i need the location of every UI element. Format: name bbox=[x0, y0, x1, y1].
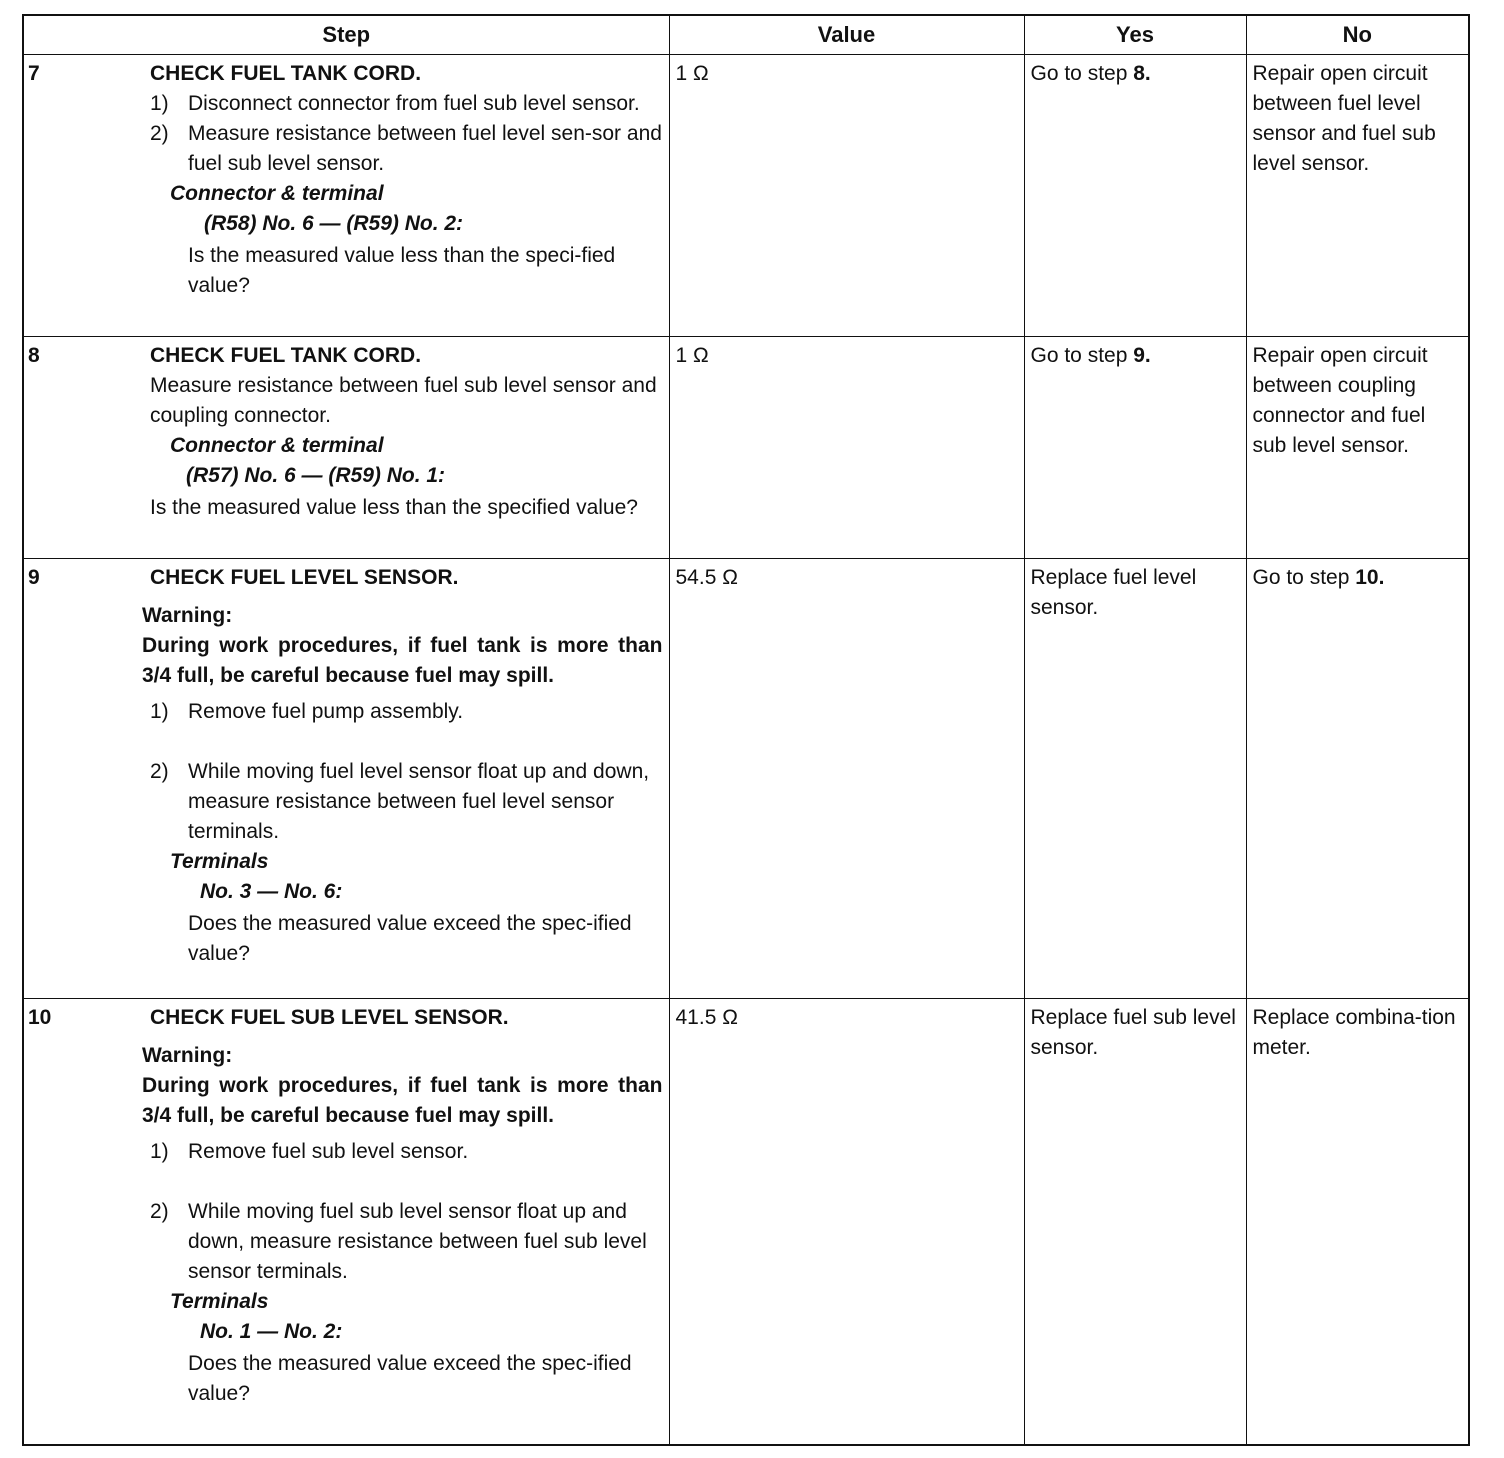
yes-step-ref: 9. bbox=[1133, 344, 1151, 367]
table-header-row bbox=[23, 15, 1469, 55]
step-cell bbox=[23, 55, 669, 337]
sub-step bbox=[150, 1197, 663, 1287]
warning-text: During work procedures, if fuel tank is more than 3/4 full, be careful because fuel may spill. bbox=[142, 1074, 663, 1127]
warning-label: Warning: bbox=[142, 1044, 233, 1067]
warning-text: During work procedures, if fuel tank is more than 3/4 full, be careful because fuel may spill. bbox=[142, 634, 663, 687]
question-text: Is the measured value less than the speci-fied value? bbox=[188, 244, 616, 297]
instruction-text: Measure resistance between fuel sub level sensor and coupling connector. bbox=[150, 374, 657, 427]
question-text: Is the measured value less than the specified value? bbox=[150, 496, 638, 519]
terminals-value: No. 1 — No. 2: bbox=[200, 1320, 343, 1343]
table-row bbox=[23, 559, 1469, 999]
yes-cell: Replace fuel sub level sensor. bbox=[1024, 999, 1246, 1445]
sub-step-marker: 1) bbox=[150, 700, 169, 723]
terminals-heading: Terminals bbox=[170, 850, 269, 873]
value-cell: 54.5 Ω bbox=[669, 559, 1024, 999]
sub-step bbox=[150, 119, 663, 179]
sub-step-marker: 1) bbox=[150, 92, 169, 115]
sub-step bbox=[150, 89, 663, 119]
sub-step-text: Disconnect connector from fuel sub level sensor. bbox=[188, 92, 640, 115]
terminals-value: No. 3 — No. 6: bbox=[200, 880, 343, 903]
no-prefix: Go to step bbox=[1252, 566, 1356, 589]
sub-step bbox=[150, 1137, 663, 1167]
value-cell: 41.5 Ω bbox=[669, 999, 1024, 1445]
step-cell bbox=[23, 559, 669, 999]
sub-step bbox=[150, 697, 663, 727]
diagnostic-table bbox=[22, 14, 1470, 1446]
connector-terminal: (R58) No. 6 — (R59) No. 2: bbox=[204, 212, 464, 235]
question-text: Does the measured value exceed the spec-ified value? bbox=[188, 1352, 632, 1405]
yes-prefix: Go to step bbox=[1030, 62, 1134, 85]
sub-step-text: While moving fuel sub level sensor float up and down, measure resistance between fuel sub level sensor terminals. bbox=[188, 1200, 647, 1283]
terminals-heading: Terminals bbox=[170, 1290, 269, 1313]
diagnostic-document bbox=[22, 14, 1468, 1444]
step-cell bbox=[23, 999, 669, 1445]
no-cell bbox=[1246, 559, 1469, 999]
connector-heading: Connector & terminal bbox=[170, 182, 384, 205]
value-cell: 1 Ω bbox=[669, 337, 1024, 559]
no-cell: Repair open circuit between coupling connector and fuel sub level sensor. bbox=[1246, 337, 1469, 559]
sub-step bbox=[150, 757, 663, 847]
warning-label: Warning: bbox=[142, 604, 233, 627]
sub-step-text: Measure resistance between fuel level sen-sor and fuel sub level sensor. bbox=[188, 122, 662, 175]
step-number: 9 bbox=[28, 566, 40, 589]
header-yes: Yes bbox=[1024, 15, 1246, 55]
sub-step-text: Remove fuel sub level sensor. bbox=[188, 1140, 469, 1163]
sub-step-marker: 2) bbox=[150, 122, 169, 145]
no-cell: Repair open circuit between fuel level sensor and fuel sub level sensor. bbox=[1246, 55, 1469, 337]
value-cell: 1 Ω bbox=[669, 55, 1024, 337]
yes-cell: Replace fuel level sensor. bbox=[1024, 559, 1246, 999]
header-no: No bbox=[1246, 15, 1469, 55]
yes-cell bbox=[1024, 337, 1246, 559]
sub-step-marker: 1) bbox=[150, 1140, 169, 1163]
no-cell: Replace combina-tion meter. bbox=[1246, 999, 1469, 1445]
table-row bbox=[23, 999, 1469, 1445]
step-title: CHECK FUEL SUB LEVEL SENSOR. bbox=[150, 1006, 509, 1029]
table-row bbox=[23, 55, 1469, 337]
sub-step-marker: 2) bbox=[150, 760, 169, 783]
question-text: Does the measured value exceed the spec-ified value? bbox=[188, 912, 632, 965]
sub-step-marker: 2) bbox=[150, 1200, 169, 1223]
table-row bbox=[23, 337, 1469, 559]
no-step-ref: 10. bbox=[1355, 566, 1385, 589]
step-number: 7 bbox=[28, 62, 40, 85]
yes-cell bbox=[1024, 55, 1246, 337]
step-title: CHECK FUEL LEVEL SENSOR. bbox=[150, 566, 459, 589]
step-number: 10 bbox=[28, 1006, 52, 1029]
yes-prefix: Go to step bbox=[1030, 344, 1134, 367]
yes-step-ref: 8. bbox=[1133, 62, 1151, 85]
connector-terminal: (R57) No. 6 — (R59) No. 1: bbox=[186, 464, 446, 487]
connector-heading: Connector & terminal bbox=[170, 434, 384, 457]
sub-step-text: While moving fuel level sensor float up and down, measure resistance between fuel level sensor terminals. bbox=[188, 760, 650, 843]
step-title: CHECK FUEL TANK CORD. bbox=[150, 344, 422, 367]
step-cell bbox=[23, 337, 669, 559]
step-title: CHECK FUEL TANK CORD. bbox=[150, 62, 422, 85]
step-number: 8 bbox=[28, 344, 40, 367]
header-step: Step bbox=[23, 15, 669, 55]
sub-step-text: Remove fuel pump assembly. bbox=[188, 700, 464, 723]
header-value: Value bbox=[669, 15, 1024, 55]
